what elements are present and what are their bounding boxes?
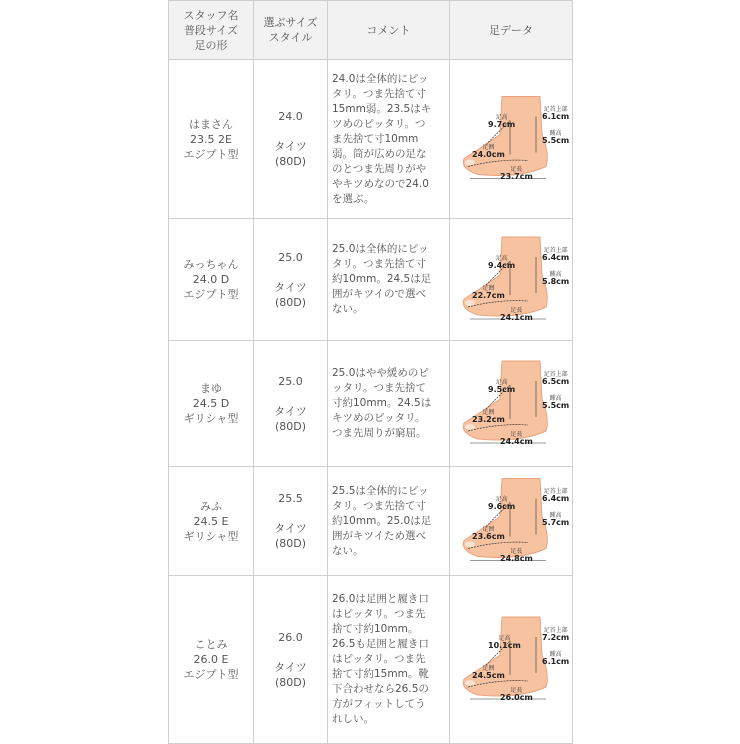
staff-line: みふ [200,499,222,513]
foot-measure-girth [472,144,505,158]
comment-line: ッタリ。つま先捨て [332,382,426,394]
measure-unit: cm [556,252,570,262]
foot-measure-girth [472,409,505,423]
foot-measure-heel [542,395,569,409]
chosen-size: 25.0 [278,374,303,388]
measure-value [472,151,505,158]
measure-unit: cm [556,656,570,666]
foot-measure-height [488,496,515,510]
staff-line: 24.0 D [192,273,230,286]
staff-line: 26.0 E [193,653,229,666]
style-name: タイツ [274,140,307,153]
foot-measure-girth [472,526,505,540]
comment-line: 26.0は足囲と履き口 [332,593,429,605]
table-row [169,341,573,467]
comment-cell [328,341,450,467]
comment-line: はピッタリ。つま先 [332,608,426,620]
measure-number: 24.5 [472,670,492,680]
measure-unit: cm [502,384,516,394]
measure-label: 踵高 [549,512,562,519]
measure-value [488,121,515,128]
measure-label: 足囲 [482,144,495,151]
comment-line: 約10mm。25.0は足 [332,514,432,527]
staff-cell [169,341,254,467]
measure-number: 24.8 [500,554,520,563]
measure-unit: cm [556,276,570,286]
comment-line: 弱。筒が広めの足な [332,147,427,160]
foot-measure-height [488,255,515,269]
comment-line: 下合わせなら26.5の [332,683,429,695]
measure-value [500,555,533,562]
foot-data-cell [450,219,573,341]
spacer [254,389,327,404]
measure-value [542,658,569,665]
foot-data-cell [450,467,573,576]
comment-cell [328,219,450,341]
measure-value [542,254,569,261]
measure-label: 足囲 [482,526,495,533]
comment-line: 24.0は全体的にピッ [332,72,429,85]
measure-label: 踵高 [549,394,562,402]
chosen-size: 24.0 [278,110,303,123]
foot-measure-length [500,307,533,321]
measure-label: 足首上部 [543,246,568,254]
measure-value [488,503,515,510]
measure-number: 22.7 [472,290,492,300]
measure-unit: cm [556,376,570,386]
foot-data-cell [450,576,573,744]
measure-number: 24.1 [500,312,520,322]
measure-label: 足首上部 [543,626,568,634]
foot-measure-height [488,379,515,393]
denier: (80D) [274,537,307,550]
comment-line: 25.0は全体的にピッ [332,243,429,255]
header-foot-data: 足データ [450,1,573,60]
measure-value [472,672,505,679]
comment-cell [328,467,450,576]
measure-value [472,292,505,299]
foot-measure-heel [542,651,569,665]
measure-label: 足囲 [482,284,495,292]
foot-measure-height [488,114,515,128]
measure-number: 23.7 [500,172,520,181]
measure-value [472,416,505,423]
foot-diagram [450,577,573,743]
foot-measure-instep [542,488,569,502]
comment-line: はピッタリ。つま先 [332,653,426,665]
measure-value [500,438,533,445]
spacer [254,265,327,280]
measure-value [488,386,515,393]
measure-label: 踵高 [549,650,562,658]
comment-line: 25.5は全体的にピッ [332,484,429,497]
measure-unit: cm [491,150,505,159]
size-cell [254,576,328,744]
measure-value [542,378,569,385]
style-name: タイツ [274,522,307,535]
staff-line: はまさん [189,117,233,131]
measure-number: 9.6 [488,502,503,511]
foot-measure-height [488,635,521,649]
comment-line: やキツめなので24.0 [332,177,429,190]
measure-number: 6.1 [542,656,557,666]
measure-value [500,314,533,321]
measure-value [542,278,569,285]
comment-line: 囲がキツイので選べ [332,288,426,300]
comment-line: 15mm弱。23.5はキ [332,102,432,115]
measure-number: 9.4 [488,260,503,270]
measure-number: 23.6 [472,532,492,541]
style-name: タイツ [274,404,307,418]
measure-label: 足首上部 [543,370,568,378]
measure-label: 踵高 [549,270,562,278]
measure-value [472,533,505,540]
measure-unit: cm [519,312,533,322]
measure-number: 6.4 [542,252,557,262]
measure-unit: cm [556,136,570,145]
foot-diagram [450,61,573,218]
staff-line: ギリシャ型 [183,529,239,543]
measure-label: 踵高 [549,130,562,137]
comment-line: 25.0はやや緩めのピ [332,367,429,379]
comment-line: ま先捨て寸10mm [332,132,419,145]
table-row [169,576,573,744]
staff-line: 24.5 D [192,397,230,410]
measure-label: 足長 [510,306,523,314]
comment-line: つま先周りが窮屈。 [332,427,427,439]
foot-measure-heel [542,271,569,285]
comment-line: 捨て寸約15mm。靴 [332,668,429,680]
measure-unit: cm [556,494,570,503]
chosen-size: 26.0 [278,630,303,644]
staff-line: 23.5 2E [190,132,232,146]
spacer [254,506,327,521]
measure-label: 足首上部 [543,488,568,495]
spacer [254,645,327,660]
measure-unit: cm [502,120,516,129]
staff-line: エジプト型 [183,668,239,681]
style-name: タイツ [274,660,307,674]
measure-unit: cm [556,112,570,121]
measure-label: 足長 [510,686,523,694]
size-cell [254,341,328,467]
foot-measure-heel [542,512,569,526]
measure-label: 足高 [495,378,508,386]
comment-line: タリ。つま先捨て寸 [332,499,426,512]
measure-unit: cm [491,290,505,300]
comment-line: タリ。つま先捨て寸 [332,87,426,100]
foot-measure-instep [542,627,569,641]
measure-number: 9.7 [488,120,503,129]
measure-unit: cm [519,692,533,702]
measure-unit: cm [556,632,570,642]
foot-data-cell [450,341,573,467]
comment-line: ない。 [332,303,364,315]
measure-value [488,262,515,269]
staff-line: ことみ [194,638,228,651]
staff-line: ギリシャ型 [183,412,239,425]
measure-label: 足高 [495,114,508,121]
header-staff: スタッフ名 普段サイズ 足の形 [169,1,254,60]
measure-unit: cm [507,640,521,650]
foot-measure-instep [542,106,569,120]
measure-number: 9.5 [488,384,503,394]
comment-cell [328,576,450,744]
foot-measure-instep [542,247,569,261]
comment-line: 囲がキツイため選べ [332,529,426,542]
measure-label: 足長 [510,430,523,438]
measure-unit: cm [556,518,570,527]
measure-label: 足囲 [482,408,495,416]
comment-line: 捨て寸約10mm。 [332,623,419,635]
measure-value [542,113,569,120]
staff-cell [169,576,254,744]
staff-line: まゆ [200,382,222,395]
foot-measure-length [500,431,533,445]
foot-measure-girth [472,665,505,679]
chosen-size: 25.0 [278,250,303,264]
measure-number: 5.5 [542,400,557,410]
header-size-style: 選ぶサイズ スタイル [254,1,328,60]
measure-value [542,495,569,502]
comment-line: れしい。 [332,713,374,725]
denier: (80D) [274,675,307,689]
measure-unit: cm [491,670,505,680]
foot-measure-instep [542,371,569,385]
header-comment: コメント [328,1,450,60]
comment-line: キツめのピッタリ。 [332,412,426,424]
measure-value [542,519,569,526]
foot-measure-length [500,687,533,701]
comment-cell [328,60,450,219]
measure-unit: cm [519,436,533,446]
measure-unit: cm [556,400,570,410]
denier: (80D) [274,419,307,433]
measure-value [542,402,569,409]
size-cell [254,467,328,576]
denier: (80D) [274,155,307,168]
foot-measure-length [500,166,533,180]
measure-number: 6.1 [542,112,557,121]
measure-value [542,634,569,641]
foot-measure-length [500,548,533,562]
staff-line: エジプト型 [183,147,239,161]
foot-diagram [450,468,573,575]
measure-unit: cm [519,172,533,181]
measure-unit: cm [519,554,533,563]
style-name: タイツ [274,280,307,294]
comment-line: タリ。つま先捨て寸 [332,258,426,270]
foot-measure-heel [542,130,569,144]
foot-measure-girth [472,285,505,299]
chosen-size: 25.5 [278,492,303,505]
measure-number: 23.2 [472,414,492,424]
comment-line: 26.5も足囲と履き口 [332,638,429,650]
measure-unit: cm [502,260,516,270]
staff-cell [169,60,254,219]
measure-number: 6.4 [542,494,557,503]
measure-label: 足高 [495,496,508,503]
foot-diagram [450,220,573,340]
size-comparison-table [168,0,573,744]
measure-unit: cm [491,532,505,541]
staff-cell [169,467,254,576]
measure-label: 足囲 [482,664,495,672]
measure-value [500,694,533,701]
measure-value [500,173,533,180]
measure-number: 24.4 [500,436,520,446]
table-row [169,219,573,341]
measure-number: 7.2 [542,632,557,642]
table-row [169,467,573,576]
comment-line: を選ぶ。 [332,192,375,205]
measure-label: 足高 [498,634,511,642]
measure-number: 5.7 [542,518,557,527]
measure-label: 足首上部 [543,106,568,113]
foot-data-cell [450,60,573,219]
staff-line: みっちゃん [183,258,239,271]
measure-label: 足高 [495,254,508,262]
comment-line: のとつま先周りがや [332,162,427,175]
measure-unit: cm [502,502,516,511]
comment-line: 約10mm。24.5は足 [332,273,432,285]
measure-number: 5.8 [542,276,557,286]
staff-cell [169,219,254,341]
size-cell [254,219,328,341]
staff-line: 24.5 E [193,514,229,528]
comment-line: ツめのピッタリ。つ [332,117,426,130]
staff-line: エジプト型 [183,288,239,301]
foot-diagram [450,342,573,466]
measure-number: 10.1 [488,640,508,650]
table-row [169,60,573,219]
measure-number: 6.5 [542,376,557,386]
spacer [254,124,327,139]
denier: (80D) [274,295,307,309]
size-cell [254,60,328,219]
measure-unit: cm [491,414,505,424]
measure-number: 5.5 [542,136,557,145]
measure-number: 26.0 [500,692,520,702]
measure-label: 足長 [510,166,523,173]
measure-label: 足長 [510,548,523,555]
table-header-row [169,1,573,60]
measure-value [488,642,521,649]
measure-number: 24.0 [472,150,492,159]
measure-value [542,137,569,144]
comment-line: 方がフィットしてう [332,698,426,710]
comment-line: ない。 [332,544,364,557]
comment-line: 寸約10mm。24.5は [332,397,432,409]
